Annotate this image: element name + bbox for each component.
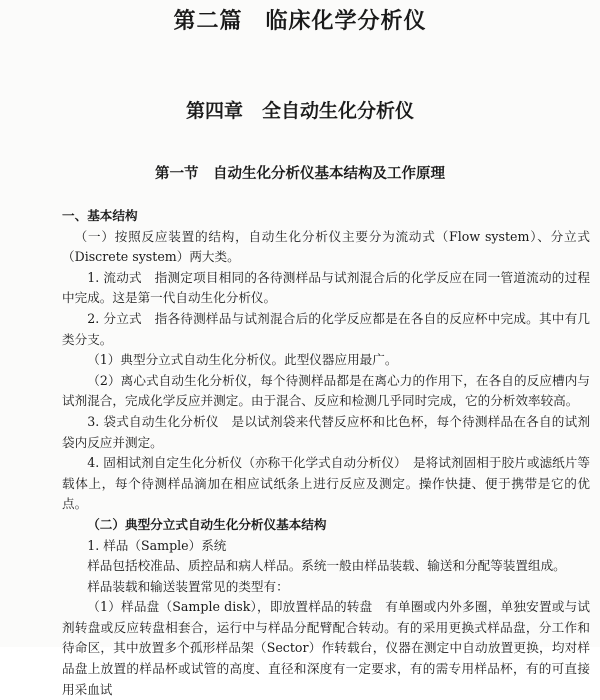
part-title: 第二篇 临床化学分析仪: [173, 9, 427, 34]
subheading-sample-system: 1. 样品（Sample）系统: [87, 537, 227, 553]
chapter-title: 第四章 全自动生化分析仪: [185, 100, 414, 122]
subheading-typical-structure: （二）典型分立式自动生化分析仪基本结构: [87, 516, 327, 532]
paragraph: （一）按照反应装置的结构，自动生化分析仪主要分为流动式（Flow system）、分立式（Discrete system）两大类。: [62, 228, 590, 265]
paragraph: （1）样品盘（Sample disk），即放置样品的转盘 有单圈或内外多圈，单独安置或与试剂转盘或反应转盘相套合，运行中与样品分配臂配合转动。有的采用更换式样品盘，分工作和待命区，其中放置多个孤形样品架（Sector）作转载台，仪器在测定中自动放置更换，均对样品盘上放置的样品杯或试管的高度、直径和深度有一定要求，有的需专用样品杯，有的可直接用采血试: [62, 599, 590, 697]
paragraph: 4. 固相试剂自定生化分析仪（亦称干化学式自动分析仪） 是将试剂固相于胶片或滤纸片等载体上，每个待测样品滴加在相应试纸条上进行反应及测定。操作快捷、便于携带是它的优点。: [62, 455, 590, 512]
heading-basic-structure: 一、基本结构: [62, 208, 138, 223]
paragraph: 样品包括校准品、质控品和病人样品。系统一般由样品装载、输送和分配等装置组成。: [87, 558, 566, 574]
section-title: 第一节 自动生化分析仪基本结构及工作原理: [155, 165, 445, 182]
paragraph: 1. 流动式 指测定项目相同的各待测样品与试剂混合后的化学反应在同一管道流动的过程中完成。这是第一代自动生化分析仪。: [62, 269, 590, 306]
paragraph: 3. 袋式自动生化分析仪 是以试剂袋来代替反应杯和比色杯，每个待测样品在各自的试剂袋内反应并测定。: [62, 413, 590, 450]
paragraph: （1）典型分立式自动生化分析仪。此型仪器应用最广。: [87, 352, 398, 368]
paragraph: 样品装载和输送装置常见的类型有：: [87, 578, 289, 594]
paragraph: 2. 分立式 指各待测样品与试剂混合后的化学反应都是在各自的反应杯中完成。其中有几类分支。: [62, 310, 590, 347]
paragraph: （2）离心式自动生化分析仪，每个待测样品都是在离心力的作用下，在各自的反应槽内与试剂混合，完成化学反应并测定。由于混合、反应和检测几乎同时完成，它的分析效率较高。: [62, 372, 590, 409]
body-text: [62, 206, 590, 700]
